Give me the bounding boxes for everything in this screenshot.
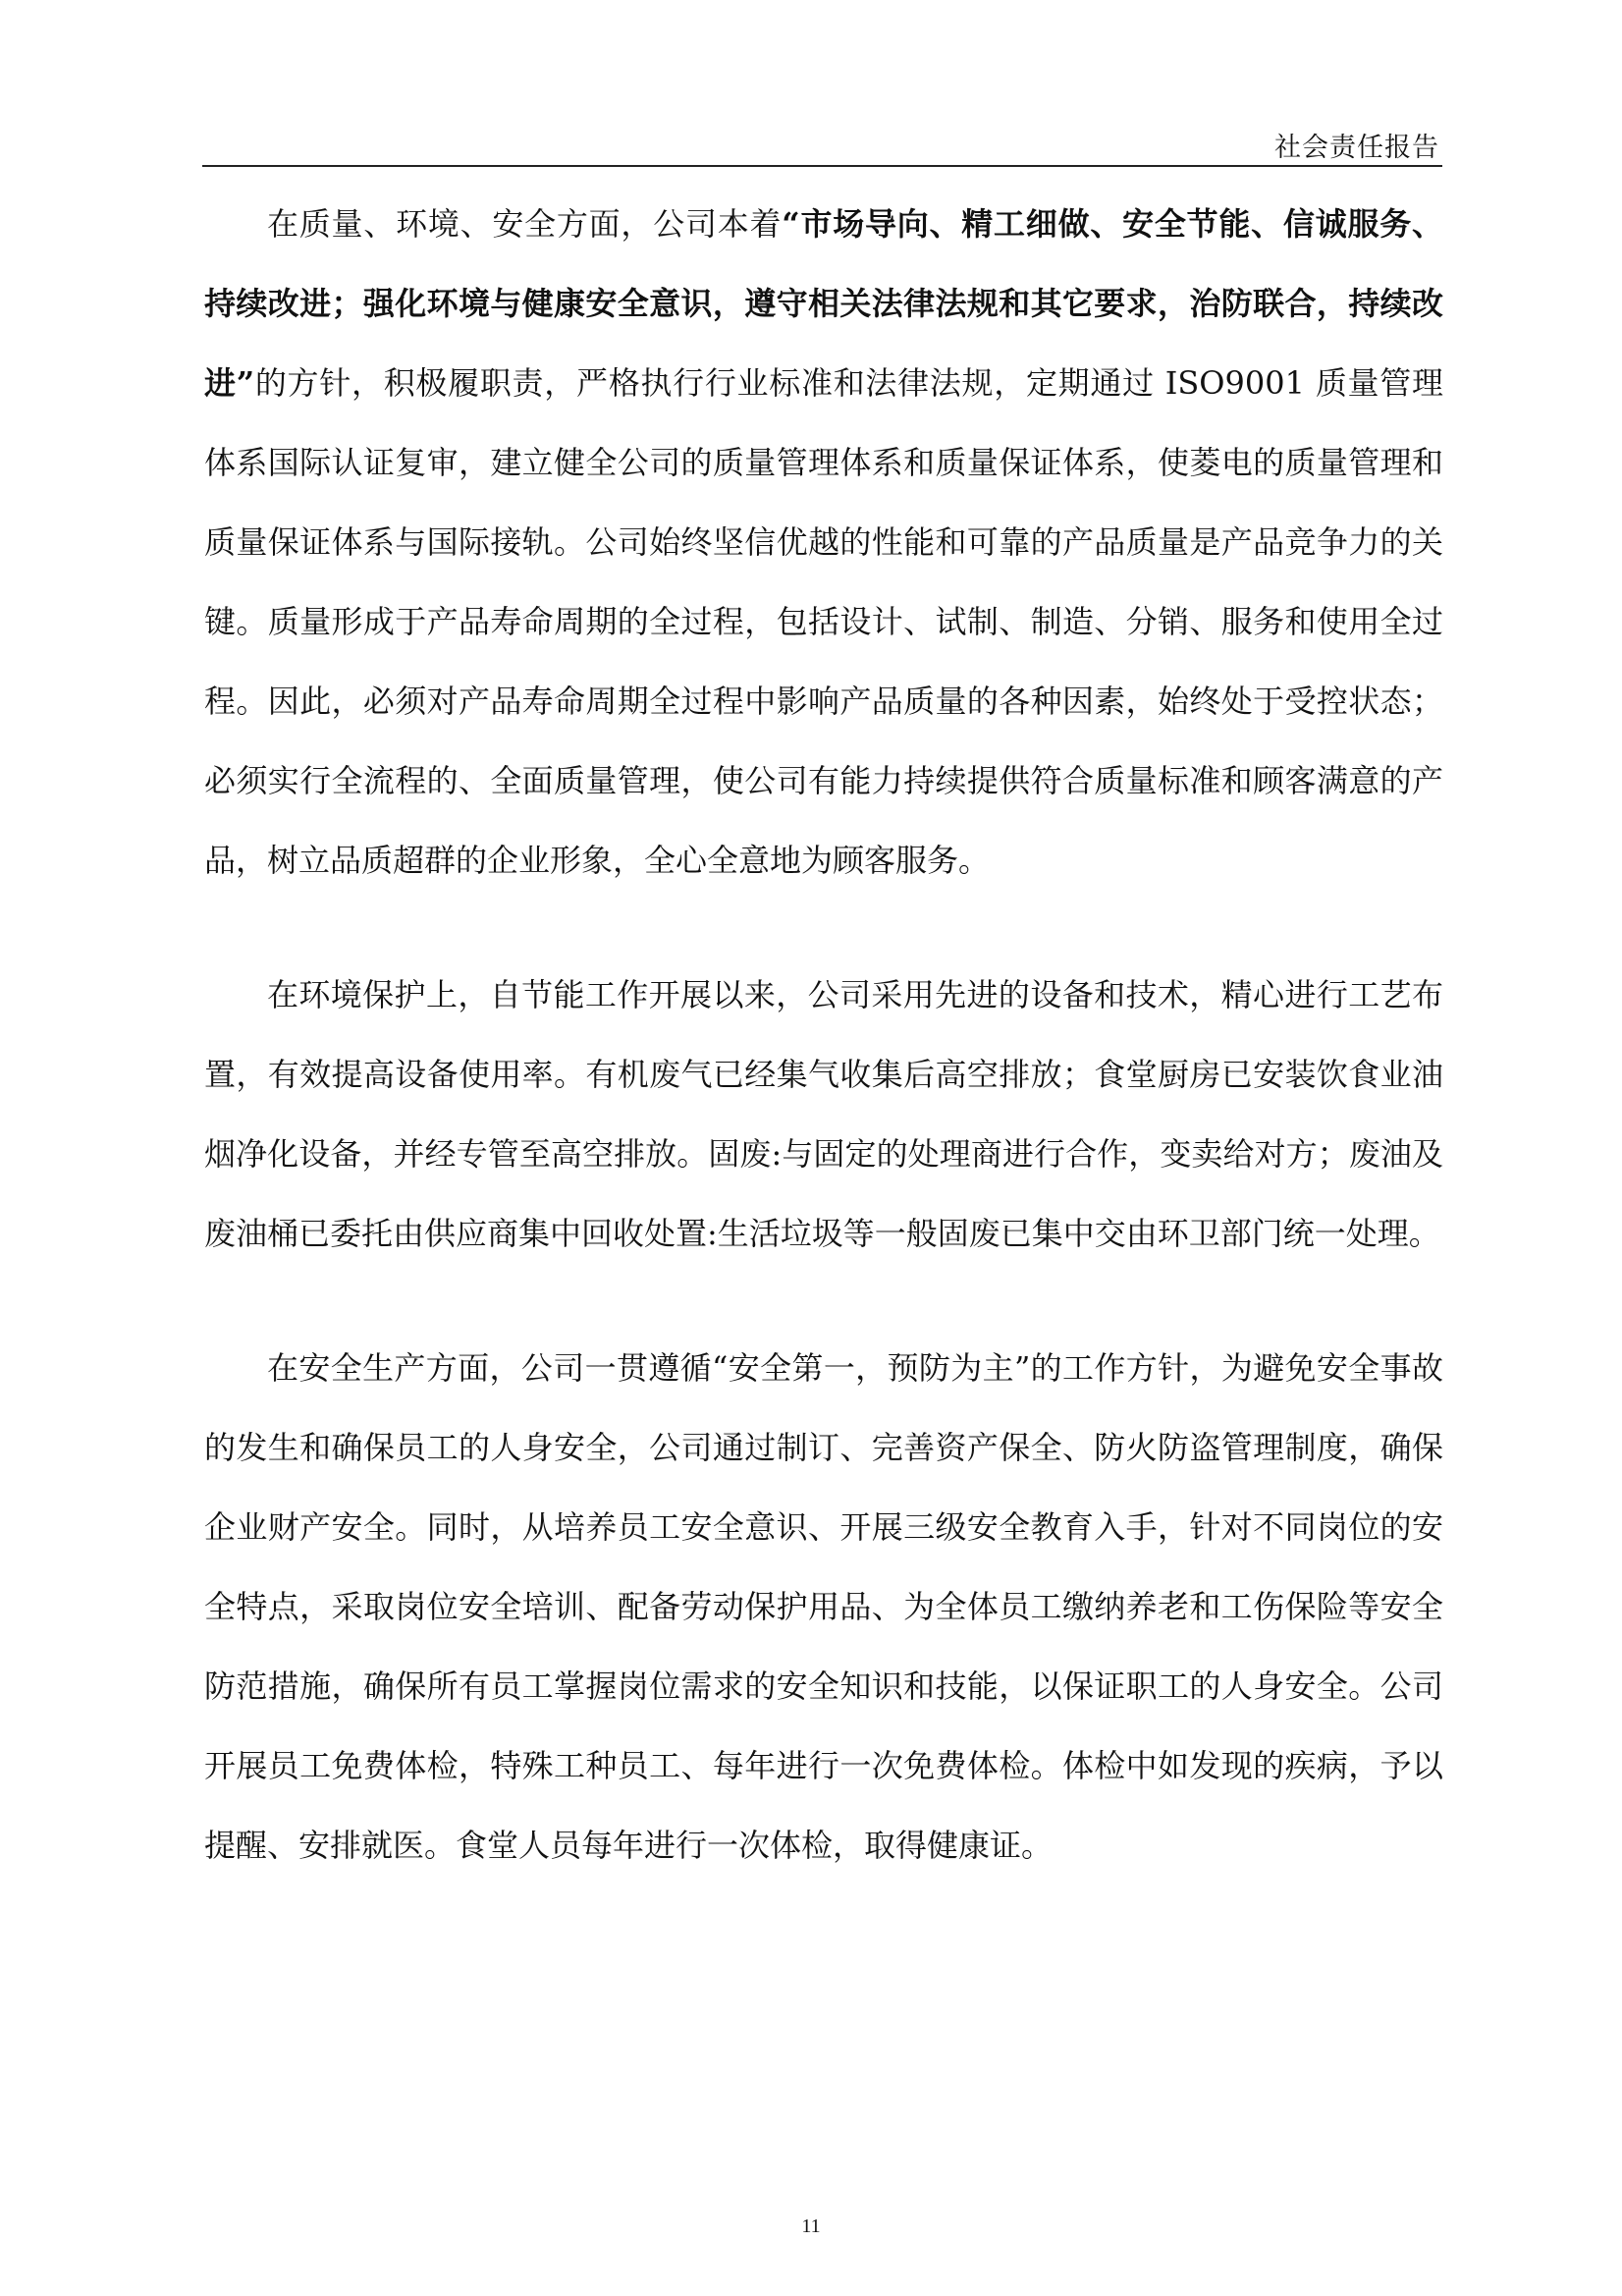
report-header-title: 社会责任报告 (1274, 133, 1439, 163)
paragraph-quality (204, 185, 1443, 901)
quality-intro-text: 在质量、环境、安全方面，公司本着 (267, 205, 783, 243)
paragraph-environment: 在环境保护上，自节能工作开展以来，公司采用先进的设备和技术，精心进行工艺布置，有效提高设备使用率。有机废气已经集气收集后高空排放；食堂厨房已安装饮食业油烟净化设备，并经专管至高空排放。固废:与固定的处理商进行合作，变卖给对方；废油及废油桶已委托由供应商集中回收处置:生活垃圾等一般固废已集中交由环卫部门统一处理。 (204, 976, 1443, 1252)
header-divider (202, 165, 1442, 167)
quality-policy-bold-text: “市场导向、精工细做、安全节能、信诚服务、持续改进；强化环境与健康安全意识，遵守相关法律法规和其它要求，治防联合，持续改进” (204, 205, 1443, 402)
report-body (204, 185, 1443, 1886)
page-number: 11 (801, 2215, 821, 2237)
quality-body-text: 的方针，积极履职责，严格执行行业标准和法律法规，定期通过 ISO9001 质量管理体系国际认证复审，建立健全公司的质量管理体系和质量保证体系，使菱电的质量管理和质量保证体系与国际接轨。公司始终坚信优越的性能和可靠的产品质量是产品竞争力的关键。质量形成于产品寿命周期的全过程，包括设计、试制、制造、分销、服务和使用全过程。因此，必须对产品寿命周期全过程中影响产品质量的各种因素，始终处于受控状态；必须实行全流程的、全面质量管理，使公司有能力持续提供符合质量标准和顾客满意的产品，树立品质超群的企业形象，全心全意地为顾客服务。 (204, 364, 1443, 879)
paragraph-safety: 在安全生产方面，公司一贯遵循“安全第一，预防为主”的工作方针，为避免安全事故的发生和确保员工的人身安全，公司通过制订、完善资产保全、防火防盗管理制度，确保企业财产安全。同时，从培养员工安全意识、开展三级安全教育入手，针对不同岗位的安全特点，采取岗位安全培训、配备劳动保护用品、为全体员工缴纳养老和工伤保险等安全防范措施，确保所有员工掌握岗位需求的安全知识和技能，以保证职工的人身安全。公司开展员工免费体检，特殊工种员工、每年进行一次免费体检。体检中如发现的疾病，予以提醒、安排就医。食堂人员每年进行一次体检，取得健康证。 (204, 1349, 1443, 1864)
